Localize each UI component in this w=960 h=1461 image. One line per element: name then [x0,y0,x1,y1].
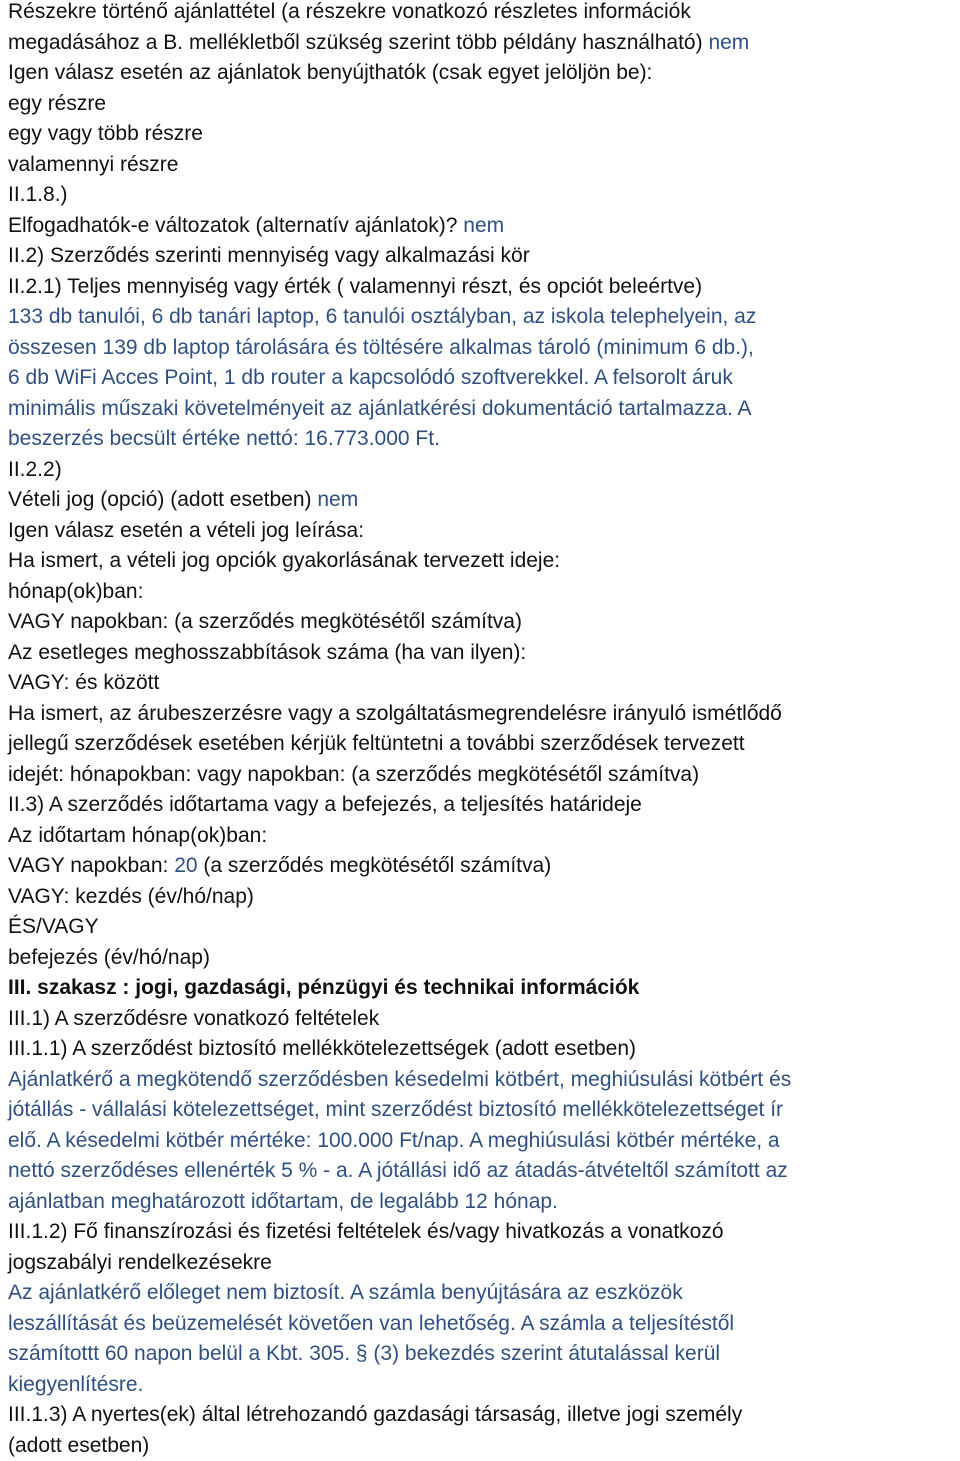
text-line: idejét: hónapokban: vagy napokban: (a szerződés megkötésétől számítva) [8,760,958,791]
answer-line: számítottt 60 napon belül a Kbt. 305. § (3) bekezdés szerint átutalással kerül [8,1339,958,1370]
section-heading: (adott esetben) [8,1431,958,1461]
answer-line: leszállítását és beüzemelését követően van lehetőség. A számla a teljesítéstől [8,1309,958,1340]
text-line: ÉS/VAGY [8,912,958,943]
answer-line: Az ajánlatkérő előleget nem biztosít. A számla benyújtására az eszközök [8,1278,958,1309]
answer-value: nem [463,214,504,237]
section-heading: III.1) A szerződésre vonatkozó feltételek [8,1004,958,1035]
answer-line: összesen 139 db laptop tárolására és töltésére alkalmas tároló (minimum 6 db.), [8,333,958,364]
answer-value: nem [708,31,749,54]
answer-line: nettó szerződéses ellenérték 5 % - a. A jótállási idő az átadás-átvételtől számított az [8,1156,958,1187]
text-line: Részekre történő ajánlattétel (a részekre vonatkozó részletes információk [8,0,958,28]
answer-line: kiegyenlítésre. [8,1370,958,1401]
duration-days-value: 20 [174,854,197,877]
text-line: Igen válasz esetén a vételi jog leírása: [8,516,958,547]
part-heading: III. szakasz : jogi, gazdasági, pénzügyi és technikai információk [8,973,958,1004]
text-line [8,851,958,882]
answer-line: 133 db tanulói, 6 db tanári laptop, 6 tanulói osztályban, az iskola telephelyein, az [8,302,958,333]
answer-line: Ajánlatkérő a megkötendő szerződésben késedelmi kötbért, meghiúsulási kötbért és [8,1065,958,1096]
text-line: Az esetleges meghosszabbítások száma (ha van ilyen): [8,638,958,669]
text-line: VAGY napokban: (a szerződés megkötésétől számítva) [8,607,958,638]
text-line: VAGY: kezdés (év/hó/nap) [8,882,958,913]
text-line: befejezés (év/hó/nap) [8,943,958,974]
option-line: egy vagy több részre [8,119,958,150]
text-line: VAGY: és között [8,668,958,699]
text-line: hónap(ok)ban: [8,577,958,608]
section-heading: III.1.2) Fő finanszírozási és fizetési feltételek és/vagy hivatkozás a vonatkozó [8,1217,958,1248]
section-heading: III.1.3) A nyertes(ek) által létrehozandó gazdasági társaság, illetve jogi személy [8,1400,958,1431]
duration-label: VAGY napokban: [8,854,168,877]
text-line-label: megadásához a B. mellékletből szükség szerint több példány használható) [8,31,703,54]
text-line: Ha ismert, a vételi jog opciók gyakorlásának tervezett ideje: [8,546,958,577]
answer-line: 6 db WiFi Acces Point, 1 db router a kapcsolódó szoftverekkel. A felsorolt áruk [8,363,958,394]
option-line: valamennyi részre [8,150,958,181]
section-number: II.1.8.) [8,180,958,211]
section-heading: II.2) Szerződés szerinti mennyiség vagy alkalmazási kör [8,241,958,272]
section-heading: II.3) A szerződés időtartama vagy a befejezés, a teljesítés határideje [8,790,958,821]
section-heading: III.1.1) A szerződést biztosító mellékkötelezettségek (adott esetben) [8,1034,958,1065]
section-heading: II.2.1) Teljes mennyiség vagy érték ( valamennyi részt, és opciót beleértve) [8,272,958,303]
text-line [8,485,958,516]
document-page [8,0,958,1461]
section-heading: jogszabályi rendelkezésekre [8,1248,958,1279]
duration-note: (a szerződés megkötésétől számítva) [203,854,551,877]
text-line: jellegű szerződések esetében kérjük feltüntetni a további szerződések tervezett [8,729,958,760]
answer-line: minimális műszaki követelményeit az ajánlatkérési dokumentáció tartalmazza. A [8,394,958,425]
question-label: Vételi jog (opció) (adott esetben) [8,488,312,511]
option-line: egy részre [8,89,958,120]
text-line: Igen válasz esetén az ajánlatok benyújthatók (csak egyet jelöljön be): [8,58,958,89]
answer-line: elő. A késedelmi kötbér mértéke: 100.000 Ft/nap. A meghiúsulási kötbér mértéke, a [8,1126,958,1157]
answer-line: beszerzés becsült értéke nettó: 16.773.000 Ft. [8,424,958,455]
answer-line: ajánlatban meghatározott időtartam, de legalább 12 hónap. [8,1187,958,1218]
answer-line: jótállás - vállalási kötelezettséget, mint szerződést biztosító mellékkötelezettséget ír [8,1095,958,1126]
text-line [8,28,958,59]
question-label: Elfogadhatók-e változatok (alternatív ajánlatok)? [8,214,457,237]
text-line: Ha ismert, az árubeszerzésre vagy a szolgáltatásmegrendelésre irányuló ismétlődő [8,699,958,730]
section-number: II.2.2) [8,455,958,486]
text-line [8,211,958,242]
answer-value: nem [317,488,358,511]
text-line: Az időtartam hónap(ok)ban: [8,821,958,852]
